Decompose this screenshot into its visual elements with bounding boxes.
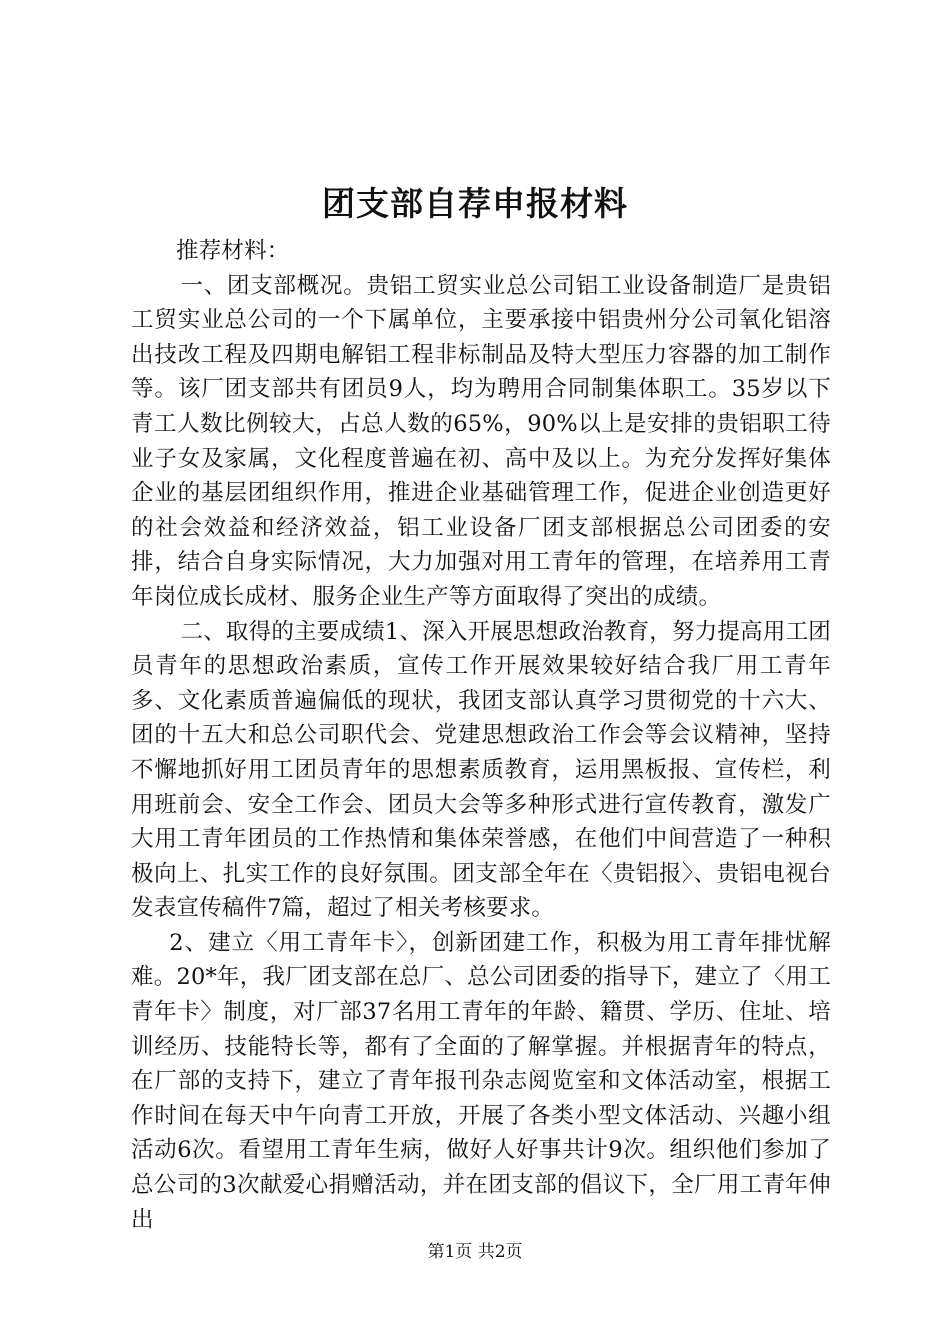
document-title: 团支部自荐申报材料 xyxy=(322,184,628,223)
paragraph-youth-card: 2、建立〈用工青年卡〉，创新团建工作，积极为用工青年排忧解难。20*年，我厂团支部在总厂、总公司团委的指导下，建立了〈用工青年卡〉制度，对厂部37名用工青年的年龄、籍贯、学历、住址、培训经历、技能特长等，都有了全面的了解掌握。并根据青年的特点，在厂部的支持下，建立了青年报刊杂志阅览室和文体活动室，根据工作时间在每天中午向青工开放，开展了各类小型文体活动、兴趣小组活动6次。看望用工青年生病，做好人好事共计9次。组织他们参加了总公司的3次献爱心捐赠活动，并在团支部的倡议下，全厂用工青年伸出 xyxy=(131,929,831,1233)
section-label: 推荐材料： xyxy=(176,238,290,264)
paragraph-overview: 一、团支部概况。贵铝工贸实业总公司铝工业设备制造厂是贵铝工贸实业总公司的一个下属单位，主要承接中铝贵州分公司氧化铝溶出技改工程及四期电解铝工程非标制品及特大型压力容器的加工制作等。该厂团支部共有团员9人，均为聘用合同制集体职工。35岁以下青工人数比例较大，占总人数的65%，90%以上是安排的贵铝职工待业子女及家属，文化程度普遍在初、高中及以上。为充分发挥好集体企业的基层团组织作用，推进企业基础管理工作，促进企业创造更好的社会效益和经济效益，铝工业设备厂团支部根据总公司团委的安排，结合自身实际情况，大力加强对用工青年的管理，在培养用工青年岗位成长成材、服务企业生产等方面取得了突出的成绩。 xyxy=(131,272,831,610)
paragraph-achievements: 二、取得的主要成绩1、深入开展思想政治教育，努力提高用工团员青年的思想政治素质，宣传工作开展效果较好结合我厂用工青年多、文化素质普遍偏低的现状，我团支部认真学习贯彻党的十六大、团的十五大和总公司职代会、党建思想政治工作会等会议精神，坚持不懈地抓好用工团员青年的思想素质教育，运用黑板报、宣传栏，利用班前会、安全工作会、团员大会等多种形式进行宣传教育，激发广大用工青年团员的工作热情和集体荣誉感，在他们中间营造了一种积极向上、扎实工作的良好氛围。团支部全年在〈贵铝报〉、贵铝电视台发表宣传稿件7篇，超过了相关考核要求。 xyxy=(131,618,831,922)
page-number-footer: 第1页 共2页 xyxy=(427,1242,523,1262)
document-body xyxy=(131,234,831,1237)
